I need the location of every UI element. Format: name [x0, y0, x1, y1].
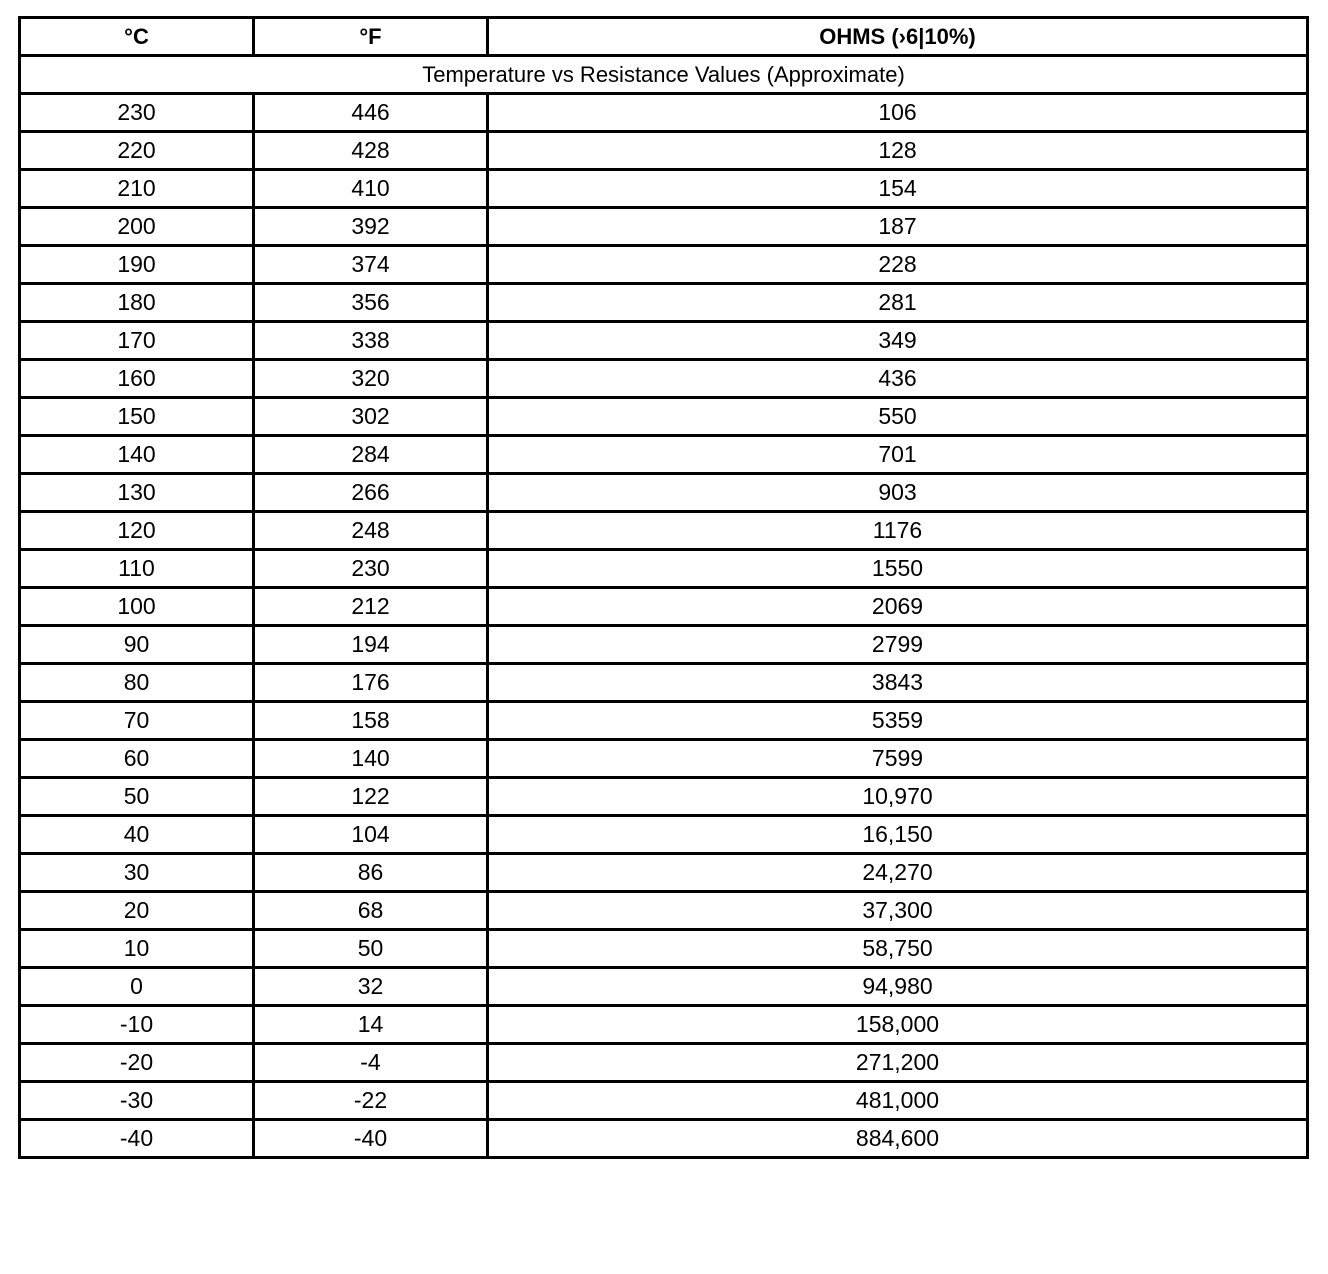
- cell-fahrenheit: 140: [254, 740, 488, 778]
- cell-celsius: 200: [20, 208, 254, 246]
- cell-fahrenheit: 338: [254, 322, 488, 360]
- cell-celsius: 170: [20, 322, 254, 360]
- cell-celsius: 0: [20, 968, 254, 1006]
- table-row: [20, 968, 1308, 1006]
- cell-ohms: 7599: [488, 740, 1308, 778]
- cell-fahrenheit: 374: [254, 246, 488, 284]
- cell-ohms: 187: [488, 208, 1308, 246]
- header-fahrenheit: °F: [254, 18, 488, 56]
- cell-ohms: 903: [488, 474, 1308, 512]
- table-row: [20, 626, 1308, 664]
- cell-fahrenheit: -22: [254, 1082, 488, 1120]
- cell-fahrenheit: 212: [254, 588, 488, 626]
- cell-celsius: -30: [20, 1082, 254, 1120]
- cell-fahrenheit: 284: [254, 436, 488, 474]
- table-row: [20, 664, 1308, 702]
- cell-ohms: 58,750: [488, 930, 1308, 968]
- cell-celsius: 60: [20, 740, 254, 778]
- cell-ohms: 128: [488, 132, 1308, 170]
- cell-ohms: 10,970: [488, 778, 1308, 816]
- cell-fahrenheit: 104: [254, 816, 488, 854]
- cell-celsius: 80: [20, 664, 254, 702]
- temperature-resistance-table: [18, 16, 1309, 1159]
- cell-fahrenheit: 266: [254, 474, 488, 512]
- cell-ohms: 271,200: [488, 1044, 1308, 1082]
- table-row: [20, 132, 1308, 170]
- cell-fahrenheit: 356: [254, 284, 488, 322]
- cell-ohms: 106: [488, 94, 1308, 132]
- cell-fahrenheit: 194: [254, 626, 488, 664]
- table-row: [20, 740, 1308, 778]
- cell-ohms: 436: [488, 360, 1308, 398]
- cell-fahrenheit: 68: [254, 892, 488, 930]
- cell-celsius: 120: [20, 512, 254, 550]
- cell-fahrenheit: 122: [254, 778, 488, 816]
- cell-fahrenheit: 230: [254, 550, 488, 588]
- cell-ohms: 481,000: [488, 1082, 1308, 1120]
- table-row: [20, 170, 1308, 208]
- cell-fahrenheit: 392: [254, 208, 488, 246]
- cell-fahrenheit: 320: [254, 360, 488, 398]
- cell-ohms: 2799: [488, 626, 1308, 664]
- table-row: [20, 930, 1308, 968]
- cell-celsius: 210: [20, 170, 254, 208]
- table-caption: Temperature vs Resistance Values (Approximate): [20, 56, 1308, 94]
- cell-celsius: 160: [20, 360, 254, 398]
- table-row: [20, 816, 1308, 854]
- table-row: [20, 474, 1308, 512]
- table-row: [20, 1006, 1308, 1044]
- cell-celsius: 20: [20, 892, 254, 930]
- cell-celsius: 190: [20, 246, 254, 284]
- cell-fahrenheit: 302: [254, 398, 488, 436]
- table-row: [20, 550, 1308, 588]
- cell-fahrenheit: 86: [254, 854, 488, 892]
- table-row: [20, 208, 1308, 246]
- cell-celsius: 140: [20, 436, 254, 474]
- cell-fahrenheit: 14: [254, 1006, 488, 1044]
- cell-celsius: 110: [20, 550, 254, 588]
- table-row: [20, 702, 1308, 740]
- cell-fahrenheit: 176: [254, 664, 488, 702]
- table-row: [20, 854, 1308, 892]
- cell-celsius: 180: [20, 284, 254, 322]
- cell-ohms: 158,000: [488, 1006, 1308, 1044]
- cell-fahrenheit: -40: [254, 1120, 488, 1158]
- header-ohms: OHMS (›6|10%): [488, 18, 1308, 56]
- cell-ohms: 228: [488, 246, 1308, 284]
- table-row: [20, 778, 1308, 816]
- cell-celsius: 90: [20, 626, 254, 664]
- table-row: [20, 436, 1308, 474]
- cell-celsius: -10: [20, 1006, 254, 1044]
- cell-ohms: 1550: [488, 550, 1308, 588]
- table-row: [20, 512, 1308, 550]
- header-row: [20, 18, 1308, 56]
- cell-ohms: 94,980: [488, 968, 1308, 1006]
- cell-celsius: 150: [20, 398, 254, 436]
- cell-ohms: 5359: [488, 702, 1308, 740]
- cell-celsius: 30: [20, 854, 254, 892]
- table-row: [20, 1120, 1308, 1158]
- cell-ohms: 37,300: [488, 892, 1308, 930]
- table-row: [20, 588, 1308, 626]
- cell-celsius: 130: [20, 474, 254, 512]
- resistance-table-container: [18, 16, 1306, 1159]
- cell-ohms: 550: [488, 398, 1308, 436]
- cell-fahrenheit: 32: [254, 968, 488, 1006]
- cell-celsius: 100: [20, 588, 254, 626]
- cell-fahrenheit: 50: [254, 930, 488, 968]
- cell-ohms: 3843: [488, 664, 1308, 702]
- caption-row: [20, 56, 1308, 94]
- table-row: [20, 1044, 1308, 1082]
- cell-celsius: 40: [20, 816, 254, 854]
- cell-fahrenheit: 158: [254, 702, 488, 740]
- cell-fahrenheit: 428: [254, 132, 488, 170]
- table-row: [20, 94, 1308, 132]
- cell-celsius: 230: [20, 94, 254, 132]
- table-row: [20, 246, 1308, 284]
- cell-fahrenheit: -4: [254, 1044, 488, 1082]
- cell-celsius: 50: [20, 778, 254, 816]
- cell-celsius: -40: [20, 1120, 254, 1158]
- table-body: [20, 94, 1308, 1158]
- cell-ohms: 24,270: [488, 854, 1308, 892]
- cell-celsius: 10: [20, 930, 254, 968]
- table-row: [20, 1082, 1308, 1120]
- cell-ohms: 2069: [488, 588, 1308, 626]
- cell-celsius: 70: [20, 702, 254, 740]
- table-row: [20, 398, 1308, 436]
- cell-ohms: 701: [488, 436, 1308, 474]
- cell-celsius: 220: [20, 132, 254, 170]
- header-celsius: °C: [20, 18, 254, 56]
- table-row: [20, 322, 1308, 360]
- table-row: [20, 360, 1308, 398]
- cell-ohms: 154: [488, 170, 1308, 208]
- cell-ohms: 1176: [488, 512, 1308, 550]
- cell-ohms: 349: [488, 322, 1308, 360]
- table-row: [20, 892, 1308, 930]
- cell-fahrenheit: 410: [254, 170, 488, 208]
- cell-fahrenheit: 446: [254, 94, 488, 132]
- cell-fahrenheit: 248: [254, 512, 488, 550]
- cell-ohms: 884,600: [488, 1120, 1308, 1158]
- cell-celsius: -20: [20, 1044, 254, 1082]
- cell-ohms: 16,150: [488, 816, 1308, 854]
- table-row: [20, 284, 1308, 322]
- cell-ohms: 281: [488, 284, 1308, 322]
